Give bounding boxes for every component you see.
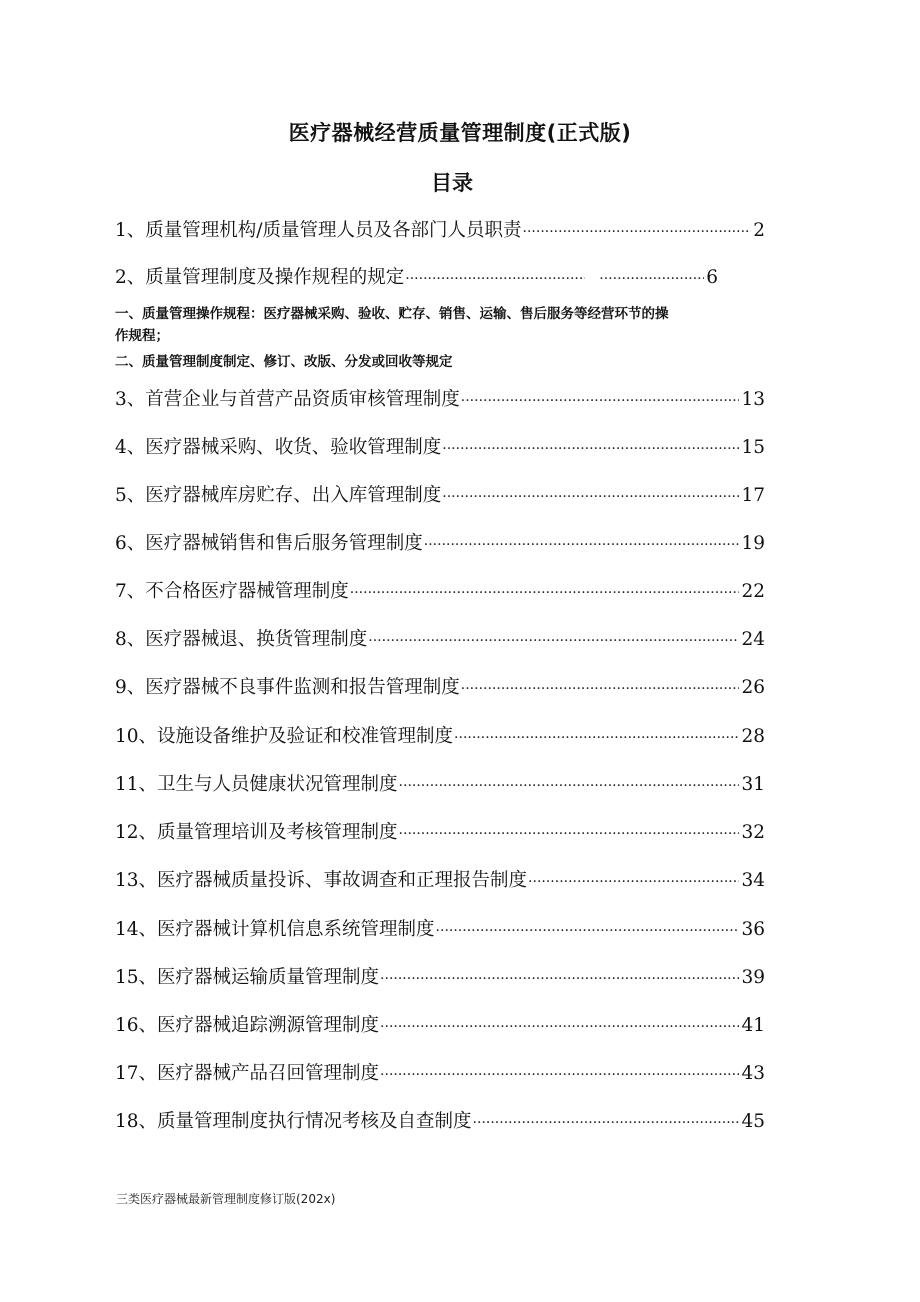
toc-entry-label: 1、质量管理机构/质量管理人员及各部门人员职责 [115,220,522,241]
toc-entry-3 [115,387,765,414]
toc-entry-label: 12、质量管理培训及考核管理制度 [115,822,398,843]
toc-entry-label: 15、医疗器械运输质量管理制度 [115,967,380,988]
sub-note-operating-procedures [115,303,805,347]
toc-entry-page: 6 [706,267,719,288]
toc-leader-dots [350,580,740,606]
toc-leader-dots [461,388,740,414]
toc-leader-dots [399,821,740,847]
toc-entry-page: 39 [741,967,765,988]
toc-entry-1 [115,218,765,245]
toc-leader-dots [380,1062,739,1088]
toc-entry-14 [115,917,765,944]
toc-entry-5 [115,483,765,510]
toc-leader-dots [599,266,704,292]
toc-entry-page: 24 [741,629,765,650]
toc-entry-12 [115,820,765,847]
toc-leader-dots [473,1110,740,1136]
toc-entry-label: 7、不合格医疗器械管理制度 [115,581,349,602]
toc-leader-dots [461,676,740,702]
toc-entry-label: 6、医疗器械销售和售后服务管理制度 [115,533,423,554]
toc-entry-13 [115,868,765,895]
sub-note-revision-rules: 二、质量管理制度制定、修订、改版、分发或回收等规定 [115,354,453,370]
sub-note-line: 作规程； [115,328,169,344]
toc-entry-page: 43 [741,1063,765,1084]
toc-leader-dots [442,484,739,510]
toc-leader-dots [368,628,739,654]
toc-entry-17 [115,1061,765,1088]
sub-note-line: 一、质量管理操作规程：医疗器械采购、验收、贮存、销售、运输、售后服务等经营环节的操 [115,306,669,322]
toc-entry-11 [115,772,765,799]
page-footer: 三类医疗器械最新管理制度修订版(202x) [116,1192,336,1206]
toc-entry-label: 9、医疗器械不良事件监测和报告管理制度 [115,677,460,698]
toc-leader-dots [523,219,752,245]
toc-entry-4 [115,435,765,462]
toc-entry-label: 3、首营企业与首营产品资质审核管理制度 [115,389,460,410]
toc-entry-label: 13、医疗器械质量投诉、事故调查和正理报告制度 [115,870,528,891]
toc-entry-page: 2 [753,220,765,241]
toc-entry-page: 13 [741,389,765,410]
toc-entry-label: 4、医疗器械采购、收货、验收管理制度 [115,437,442,458]
toc-entry-16 [115,1013,765,1040]
toc-entry-page: 31 [741,774,765,795]
toc-leader-dots [424,532,740,558]
toc-entry-8 [115,627,765,654]
toc-entry-6 [115,531,765,558]
toc-entry-page: 22 [741,581,765,602]
toc-leader-dots [436,918,740,944]
page-title: 医疗器械经营质量管理制度(正式版) [288,121,632,145]
toc-entry-page: 34 [741,870,765,891]
toc-entry-page: 41 [741,1015,765,1036]
toc-entry-label: 2、质量管理制度及操作规程的规定 [115,267,405,288]
toc-entry-label: 11、卫生与人员健康状况管理制度 [115,774,398,795]
toc-entry-9 [115,675,765,702]
toc-leader-dots [442,436,739,462]
toc-leader-dots [454,725,739,751]
toc-entry-page: 15 [741,437,765,458]
toc-leader-dots [399,773,740,799]
toc-entry-10 [115,724,765,751]
toc-entry-18 [115,1109,765,1136]
toc-entry-label: 18、质量管理制度执行情况考核及自查制度 [115,1111,472,1132]
toc-entry-label: 17、医疗器械产品召回管理制度 [115,1063,380,1084]
toc-leader-dots [380,1014,739,1040]
toc-leader-dots [380,966,739,992]
toc-heading: 目录 [431,171,473,195]
toc-entry-2 [115,265,765,292]
toc-entry-page: 19 [741,533,765,554]
toc-entry-15 [115,965,765,992]
toc-entry-label: 5、医疗器械库房贮存、出入库管理制度 [115,485,442,506]
toc-leader-dots [528,869,739,895]
toc-entry-label: 14、医疗器械计算机信息系统管理制度 [115,919,435,940]
toc-leader-dots [405,266,585,292]
toc-entry-label: 16、医疗器械追踪溯源管理制度 [115,1015,380,1036]
toc-entry-page: 28 [741,726,765,747]
toc-entry-page: 45 [741,1111,765,1132]
toc-entry-label: 10、设施设备维护及验证和校准管理制度 [115,726,454,747]
toc-entry-7 [115,579,765,606]
toc-entry-label: 8、医疗器械退、换货管理制度 [115,629,368,650]
toc-entry-page: 32 [741,822,765,843]
toc-entry-page: 17 [741,485,765,506]
toc-entry-page: 36 [741,919,765,940]
toc-entry-page: 26 [741,677,765,698]
